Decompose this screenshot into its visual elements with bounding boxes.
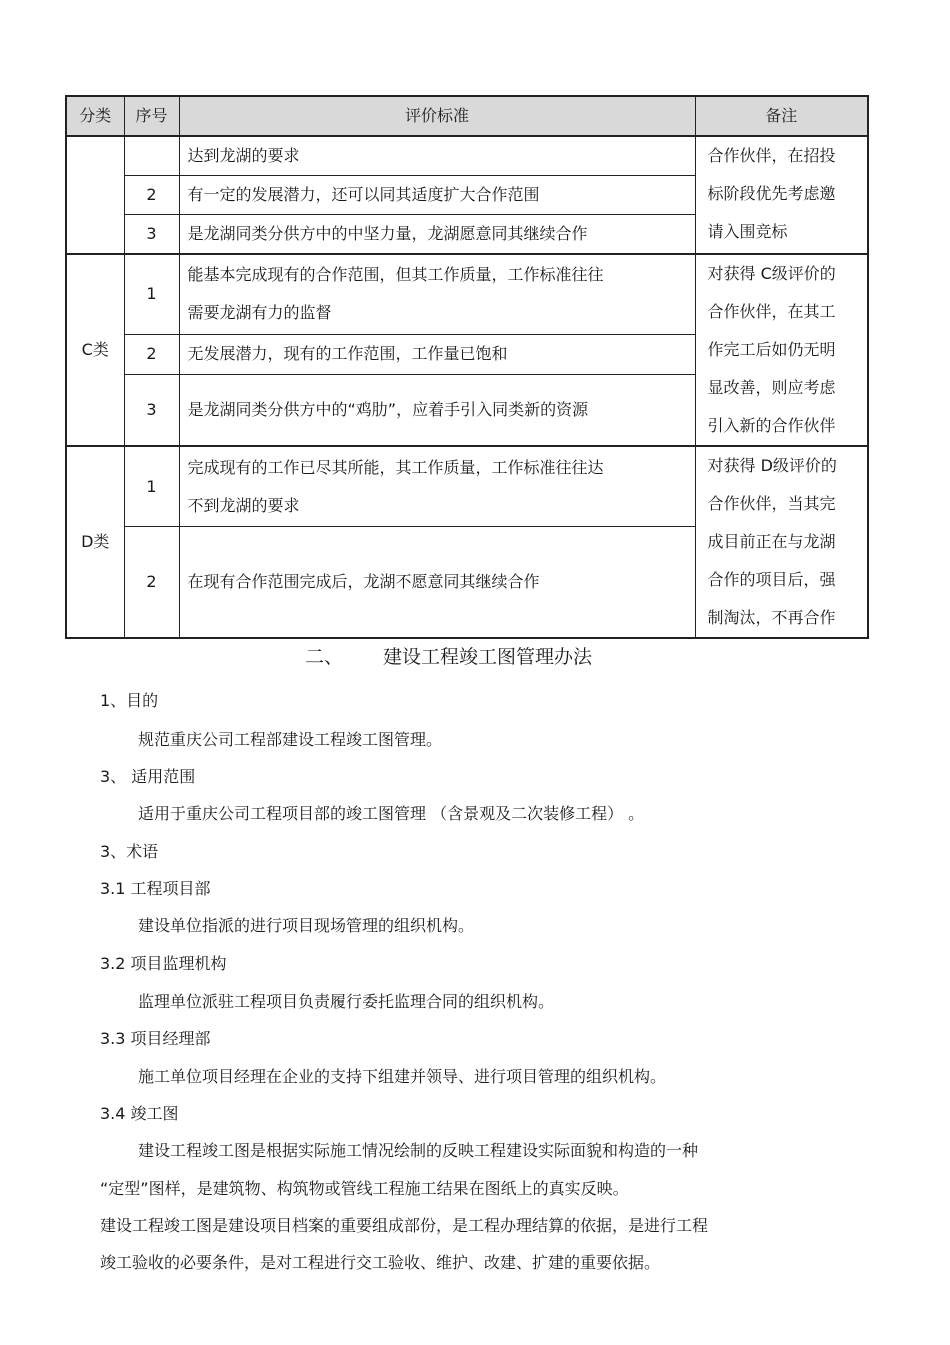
note-line: 请入围竞标 [707,222,788,241]
paragraph-3-4-line1: 建设工程竣工图是根据实际施工情况绘制的反映工程建设实际面貌和构造的一种 [138,1141,699,1160]
note-line: 成目前正在与龙湖 [707,532,836,551]
category-cell-b-cont [66,136,124,254]
header-seq: 序号 [124,96,179,136]
note-line: 显改善，则应考虑 [707,378,836,397]
table-row [66,254,868,334]
note-line: 合作伙伴，在其工 [707,302,836,321]
criterion-cell: 有一定的发展潜力，还可以同其适度扩大合作范围 [179,176,695,215]
paragraph-3-2: 监理单位派驻工程项目负责履行委托监理合同的组织机构。 [138,992,555,1011]
header-category: 分类 [66,96,124,136]
section-heading [305,642,592,669]
header-note: 备注 [695,96,868,136]
table-row [66,136,868,176]
criterion-cell: 是龙湖同类分供方中的“鸡肋”，应着手引入同类新的资源 [179,375,695,447]
heading-3-2: 3.2 项目监理机构 [100,954,227,973]
seq-cell: 3 [124,215,179,255]
note-line: 标阶段优先考虑邀 [707,184,836,203]
heading-terms: 3、术语 [100,842,159,861]
note-cell-d [695,446,868,638]
criterion-line: 能基本完成现有的合作范围，但其工作质量，工作标准往往 [187,265,604,285]
note-line: 对获得 C级评价的 [707,264,836,283]
heading-purpose: 1、目的 [100,691,159,710]
seq-cell: 1 [124,446,179,527]
heading-3-1: 3.1 工程项目部 [100,879,211,898]
section-title: 建设工程竣工图管理办法 [383,646,593,668]
paragraph-3-1: 建设单位指派的进行项目现场管理的组织机构。 [138,916,475,935]
section-number: 二、 [305,646,344,668]
paragraph-3-4-line2: “定型”图样，是建筑物、构筑物或管线工程施工结果在图纸上的真实反映。 [100,1179,629,1198]
heading-3-4: 3.4 竣工图 [100,1104,179,1123]
note-cell-c [695,254,868,446]
note-line: 合作伙伴，当其完 [707,494,836,513]
paragraph-purpose: 规范重庆公司工程部建设工程竣工图管理。 [138,730,443,749]
note-line: 作完工后如仍无明 [707,340,836,359]
criterion-cell [179,254,695,334]
table-row [66,446,868,527]
heading-3-3: 3.3 项目经理部 [100,1029,211,1048]
note-cell-b [695,136,868,254]
criterion-cell: 达到龙湖的要求 [179,136,695,176]
table-header-row [66,96,868,136]
criterion-line: 完成现有的工作已尽其所能，其工作质量，工作标准往往达 [187,457,604,477]
evaluation-table [65,95,869,639]
criterion-line: 不到龙湖的要求 [187,495,300,515]
criterion-cell: 是龙湖同类分供方中的中坚力量，龙湖愿意同其继续合作 [179,215,695,255]
paragraph-3-4-line3: 建设工程竣工图是建设项目档案的重要组成部份，是工程办理结算的依据，是进行工程 [100,1216,709,1235]
seq-cell [124,136,179,176]
header-criterion: 评价标准 [179,96,695,136]
seq-cell: 2 [124,527,179,639]
seq-cell: 2 [124,334,179,374]
criterion-cell [179,446,695,527]
criterion-line: 需要龙湖有力的监督 [187,303,332,323]
heading-scope: 3、 适用范围 [100,767,196,786]
note-line: 合作的项目后，强 [707,570,836,589]
category-cell-d: D类 [66,446,124,638]
note-line: 对获得 D级评价的 [707,456,837,475]
note-line: 合作伙伴，在招投 [707,146,836,165]
criterion-cell: 无发展潜力，现有的工作范围，工作量已饱和 [179,334,695,374]
paragraph-scope: 适用于重庆公司工程项目部的竣工图管理 （含景观及二次装修工程） 。 [138,804,645,823]
note-line: 引入新的合作伙伴 [707,416,836,435]
note-line: 制淘汰，不再合作 [707,608,836,627]
seq-cell: 3 [124,375,179,447]
paragraph-3-3: 施工单位项目经理在企业的支持下组建并领导、进行项目管理的组织机构。 [138,1067,667,1086]
seq-cell: 1 [124,254,179,334]
paragraph-3-4-line4: 竣工验收的必要条件，是对工程进行交工验收、维护、改建、扩建的重要依据。 [100,1253,661,1272]
category-cell-c: C类 [66,254,124,446]
seq-cell: 2 [124,176,179,215]
criterion-cell: 在现有合作范围完成后，龙湖不愿意同其继续合作 [179,527,695,639]
